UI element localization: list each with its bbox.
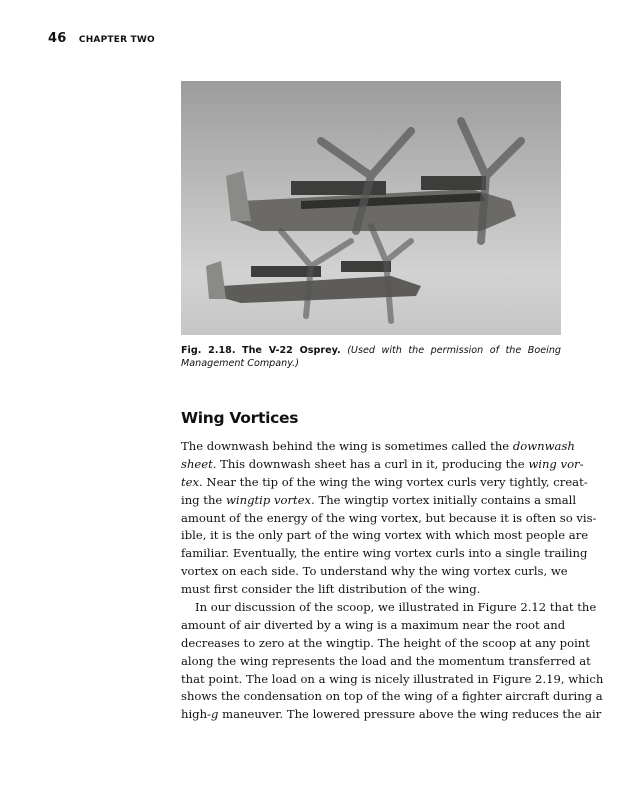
text-span: The wingtip vortex initially contains a small bbox=[314, 492, 577, 507]
italic-term: wingtip vortex. bbox=[225, 492, 315, 507]
text-span: ing the bbox=[181, 492, 226, 507]
figure-caption bbox=[181, 344, 561, 370]
running-head bbox=[48, 31, 155, 46]
paragraph bbox=[181, 438, 597, 599]
text-line bbox=[181, 688, 603, 706]
text-span: amount of the energy of the wing vortex, but because it is often so vis- bbox=[181, 510, 597, 525]
figure-photo-v22-osprey bbox=[181, 81, 561, 335]
text-span: Near the tip of the wing the wing vortex curls very tightly, creat- bbox=[202, 474, 588, 489]
text-line bbox=[181, 474, 588, 492]
paragraph bbox=[181, 599, 604, 724]
text-span: that point. The load on a wing is nicely illustrated in Figure 2.19, which bbox=[181, 671, 604, 686]
text-span: decreases to zero at the wingtip. The height of the scoop at any point bbox=[181, 635, 590, 650]
figure-label: Fig. 2.18. bbox=[181, 345, 236, 356]
text-line bbox=[181, 510, 597, 528]
italic-term: sheet. bbox=[181, 456, 217, 471]
text-span: along the wing represents the load and the momentum transferred at bbox=[181, 653, 591, 668]
italic-term: wing vor- bbox=[528, 456, 584, 471]
body-text bbox=[181, 438, 604, 724]
figure-credit: (Used with the permission of the Boeing Management Company.) bbox=[181, 345, 561, 369]
text-line bbox=[181, 456, 584, 474]
osprey-aircraft-image bbox=[181, 81, 561, 335]
figure-title: The V-22 Osprey. bbox=[242, 345, 341, 356]
italic-term: downwash bbox=[512, 439, 575, 453]
text-line bbox=[181, 581, 561, 599]
text-span: vortex on each side. To understand why the wing vortex curls, we bbox=[181, 564, 568, 579]
text-span: amount of air diverted by a wing is a maximum near the root and bbox=[181, 617, 566, 632]
text-span: familiar. Eventually, the entire wing vortex curls into a single trailing bbox=[181, 546, 588, 561]
text-line bbox=[181, 492, 577, 510]
text-span: must first consider the lift distribution of the wing. bbox=[181, 582, 481, 597]
text-line bbox=[181, 438, 575, 456]
text-line bbox=[181, 545, 588, 563]
text-span: In our discussion of the scoop, we illustrated in Figure 2.12 that the bbox=[195, 600, 597, 615]
text-span: high- bbox=[181, 707, 211, 722]
text-span: ible, it is the only part of the wing vortex with which most people are bbox=[181, 528, 589, 543]
italic-term: tex. bbox=[181, 474, 203, 489]
text-span: shows the condensation on top of the wing of a fighter aircraft during a bbox=[181, 689, 603, 704]
text-line bbox=[181, 635, 590, 653]
text-span: This downwash sheet has a curl in it, producing the bbox=[216, 456, 529, 471]
text-line bbox=[181, 706, 602, 724]
italic-term: g bbox=[210, 707, 219, 722]
text-line bbox=[181, 527, 589, 545]
text-line bbox=[181, 653, 591, 671]
text-line bbox=[181, 671, 604, 689]
section-heading: Wing Vortices bbox=[181, 409, 299, 427]
text-line bbox=[181, 599, 597, 617]
chapter-title: CHAPTER TWO bbox=[78, 35, 155, 45]
text-line bbox=[181, 563, 568, 581]
text-line bbox=[181, 617, 566, 635]
text-span: maneuver. The lowered pressure above the wing reduces the air bbox=[218, 707, 602, 722]
text-span: The downwash behind the wing is sometimes called the bbox=[181, 439, 513, 453]
page-number: 46 bbox=[48, 31, 67, 46]
